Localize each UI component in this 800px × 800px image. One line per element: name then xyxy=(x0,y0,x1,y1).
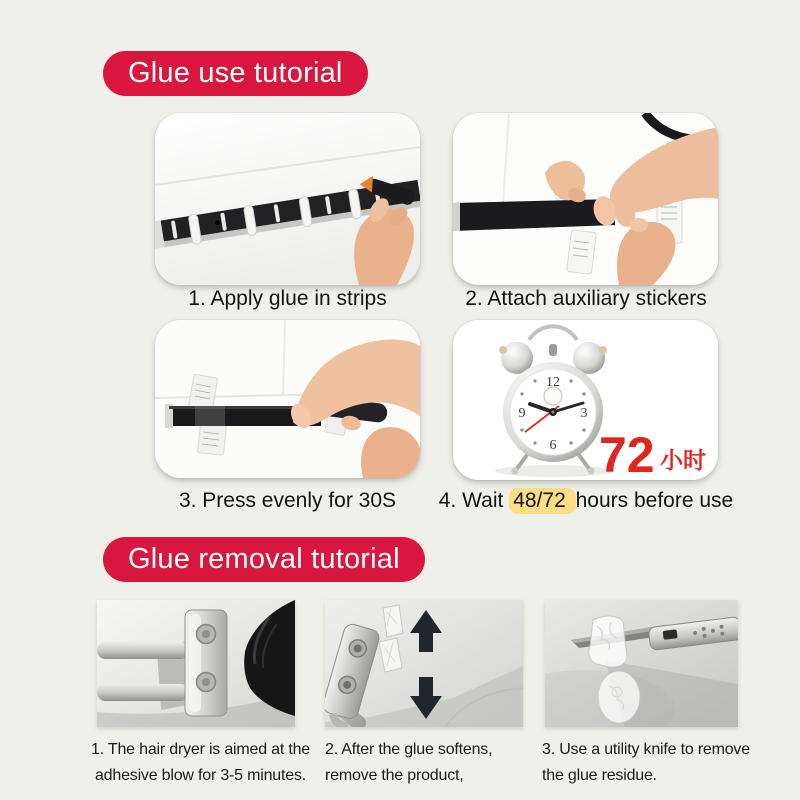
towel-bar-bottom xyxy=(97,684,189,701)
wait-time-highlight: 48/72 xyxy=(509,488,575,514)
caption-removal2-line1: 2. After the glue softens, xyxy=(325,741,493,758)
glue-use-banner xyxy=(103,51,368,96)
wait-hours-unit: 小时 xyxy=(660,447,706,473)
photo-removal2-remove-product xyxy=(325,600,523,727)
clock-numeral-12: 12 xyxy=(546,375,560,390)
caption-step1: 1. Apply glue in strips xyxy=(188,287,387,310)
photo-step3-press xyxy=(155,320,420,478)
photo-step1-apply-glue xyxy=(155,113,420,285)
clock-numeral-6: 6 xyxy=(549,438,557,453)
remove-product-illustration xyxy=(325,600,523,727)
photo-removal1-hair-dryer xyxy=(97,600,295,727)
caption-removal3 xyxy=(542,737,757,789)
photo-step2-attach-stickers xyxy=(453,113,718,285)
clock-numeral-9: 9 xyxy=(518,406,526,421)
caption-step2: 2. Attach auxiliary stickers xyxy=(465,287,707,310)
glue-use-banner-label: Glue use tutorial xyxy=(128,57,343,89)
photo-step4-wait-clock xyxy=(453,320,718,480)
clock-numeral-3: 3 xyxy=(580,406,588,421)
caption-removal3-line2: the glue residue. xyxy=(542,767,657,784)
glue-removal-banner xyxy=(103,537,425,582)
utility-knife-illustration xyxy=(545,600,738,727)
hair-dryer-illustration xyxy=(97,600,295,727)
caption-removal1-line2: adhesive blow for 3-5 minutes. xyxy=(94,767,306,784)
apply-glue-illustration xyxy=(155,113,420,285)
caption-removal2 xyxy=(325,737,530,789)
wait-hours-value: 72 xyxy=(599,427,655,480)
photo-removal3-utility-knife xyxy=(545,600,738,727)
caption-step4 xyxy=(425,489,747,513)
caption-removal1 xyxy=(83,737,318,789)
caption-removal1-line1: 1. The hair dryer is aimed at the xyxy=(91,741,310,758)
alarm-clock-illustration xyxy=(453,320,718,480)
attach-stickers-illustration xyxy=(453,113,718,285)
caption-step4-suffix: hours before use xyxy=(575,489,734,512)
caption-step3: 3. Press evenly for 30S xyxy=(178,489,397,512)
caption-removal3-line1: 3. Use a utility knife to remove xyxy=(542,741,750,758)
glue-removal-banner-label: Glue removal tutorial xyxy=(128,543,400,575)
towel-bar-top xyxy=(97,642,189,659)
caption-removal2-line2: remove the product, xyxy=(325,767,464,784)
caption-step4-prefix: 4. Wait xyxy=(438,489,510,512)
press-evenly-illustration xyxy=(155,320,420,478)
